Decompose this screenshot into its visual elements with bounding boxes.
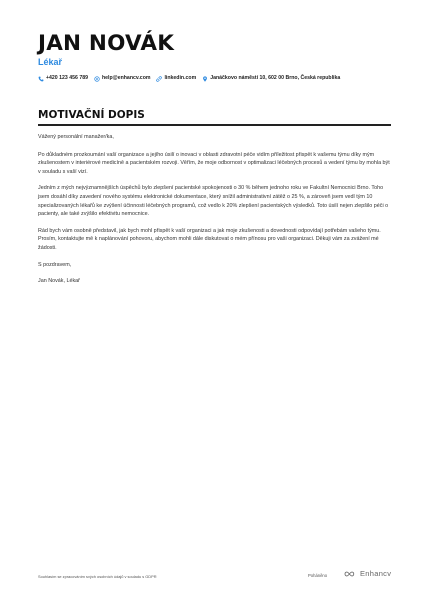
powered-by-label: Poháněno [308,573,328,578]
brand-logo[interactable] [344,570,391,578]
at-icon [94,76,100,82]
contact-linkedin-text[interactable]: linkedin.com [164,75,197,82]
phone-icon [38,76,44,82]
candidate-name: JAN NOVÁK [38,31,175,56]
section-divider [38,124,391,126]
letter-closing: S pozdravem, [38,261,72,268]
section-title: MOTIVAČNÍ DOPIS [38,109,145,121]
letter-paragraph: Rád bych vám osobně představil, jak bych mohl přispět k vaší organizaci a jak moje zkušenosti a dovednosti odpovídají potřebám vašeho týmu. Prosím, kontaktujte mě k naplánování pohovoru, abychom mohli dále diskutovat o mém přínosu pro vaši organizaci. Děkuji vám za zvážení mé žádosti. [38,227,381,251]
location-pin-icon [202,76,208,82]
contact-phone-text: +420 123 456 789 [46,75,88,82]
letter-body [38,133,390,294]
contact-email-text[interactable]: help@enhancv.com [101,75,151,82]
letter-greeting: Vážený personální manažer/ka, [38,134,114,140]
brand-name[interactable]: Enhancv [360,569,392,579]
contact-linkedin[interactable] [156,76,196,82]
contact-address [202,76,340,82]
contact-bar [38,76,398,82]
enhancv-logo-icon [344,570,357,578]
letter-paragraph: Po důkladném prozkoumání vaší organizace a jejího úsilí o inovaci v oblasti zdravotní péče vidím příležitost přispět k vašemu týmu díky mým zkušenostem v interiérové medicíně a pacientském rozvoji. Věřím, že moje odbornost v optimalizaci léčebných procesů a vedení týmu by mohla být v souladu s vaší vizí. [38,151,390,175]
letter-signature: Jan Novák, Lékař [38,278,80,285]
contact-email[interactable] [94,76,151,82]
letter-paragraph: Jedním z mých nejvýznamnějších úspěchů bylo zlepšení pacientské spokojenosti o 30 % během jednoho roku ve Fakultní Nemocnici Brno. Toho jsem dosáhl díky zavedení nového systému elektronické dokumentace, který snížil administrativní zátěž o 25 %, a zároveň jsem vedl tým 10 specializovaných lékařů ke zvýšení účinnosti léčebných programů, což vedlo k 20% zlepšení pacientských výsledků. Toto úsilí nejen zlepšilo péči o pacienty, ale také zvýšilo efektivitu nemocnice. [38,185,389,218]
contact-phone [38,76,88,82]
contact-address-text: Janáčkovo náměstí 10, 602 00 Brno, Česká republika [210,75,341,82]
candidate-role: Lékař [38,57,63,67]
gdpr-consent-note: Souhlasím se zpracováním svých osobních údajů v souladu s GDPR [38,574,157,579]
link-icon [156,76,162,82]
